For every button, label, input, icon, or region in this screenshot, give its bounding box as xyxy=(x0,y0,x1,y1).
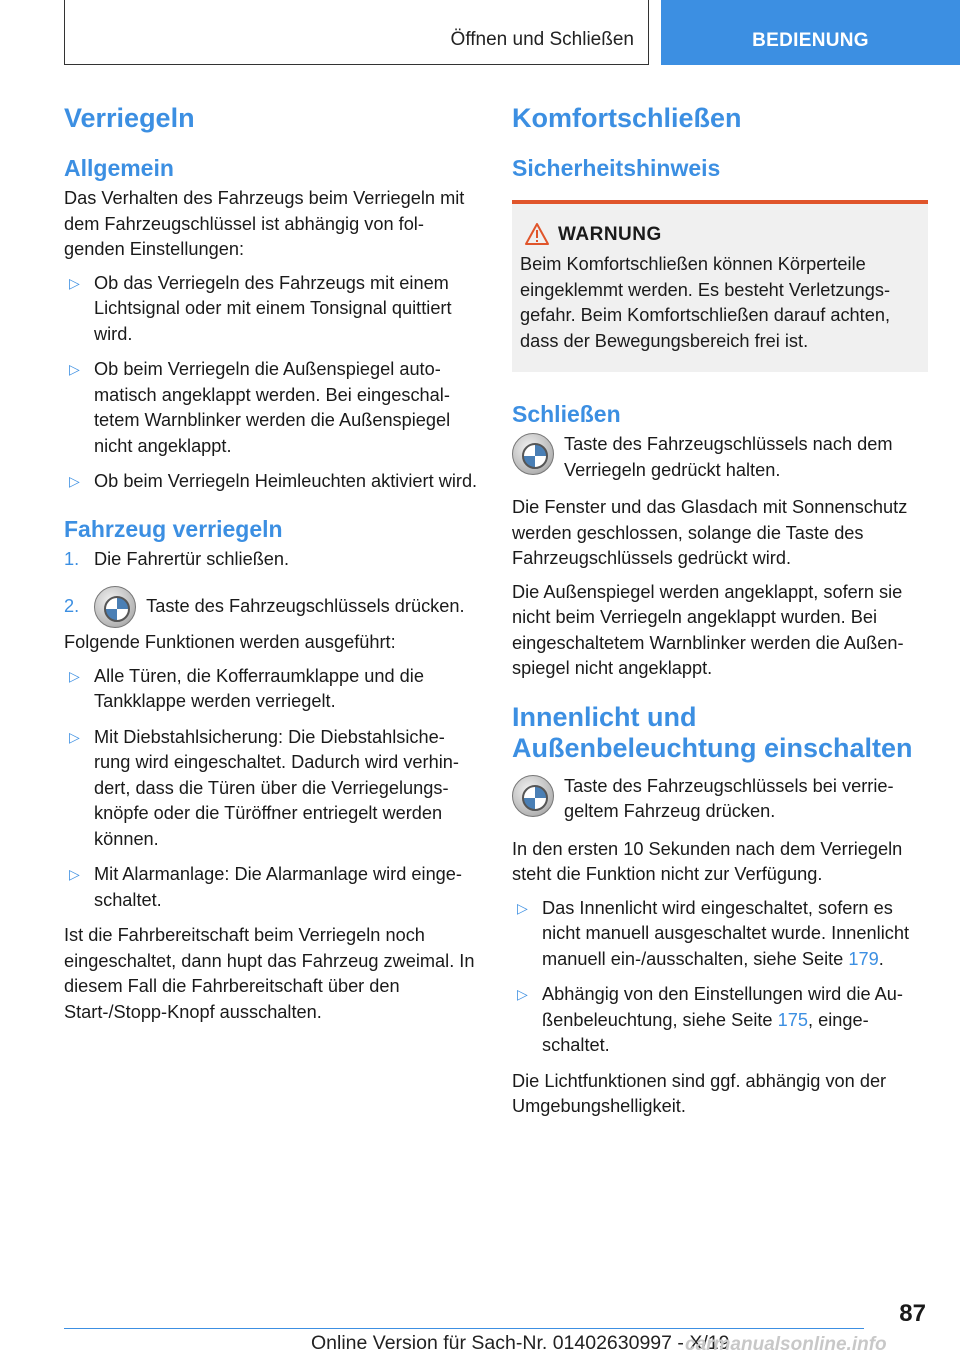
schliessen-key-row: Taste des Fahrzeugschlüssels nach dem Verriegeln gedrückt halten. xyxy=(512,432,928,483)
heading-fahrzeug-verriegeln: Fahrzeug verriegeln xyxy=(64,515,283,542)
page-number: 87 xyxy=(899,1300,926,1327)
footer-version: Online Version für Sach-Nr. 01402630997 - X/19 xyxy=(311,1332,730,1354)
innenlicht-key-row: Taste des Fahrzeugschlüssels bei verrie-geltem Fahrzeug drücken. xyxy=(512,774,928,825)
list-item: ▷ Ob beim Verriegeln Heimleuchten aktiviert wird. xyxy=(64,469,478,495)
page-link-175[interactable]: 175 xyxy=(777,1009,808,1030)
heading-komfortschliessen: Komfortschließen xyxy=(512,103,742,133)
header-chapter-tab xyxy=(661,0,960,65)
innenlicht-paragraph-2: Die Lichtfunktionen sind ggf. abhängig von der Umgebungshelligkeit. xyxy=(512,1070,887,1116)
bmw-key-icon xyxy=(512,433,554,475)
warning-box xyxy=(512,200,928,372)
triangle-right-icon: ▷ xyxy=(69,866,80,883)
heading-schliessen: Schließen xyxy=(512,401,621,427)
footer-divider xyxy=(64,1328,864,1329)
step-item: 2. Taste des Fahrzeugschlüssels drücken. xyxy=(64,584,478,628)
list-item: ▷ Mit Diebstahlsicherung: Die Diebstahlsiche-rung wird eingeschaltet. Dadurch wird verhin-dert, dass die Türen über die Verriegelungs-knöpfe oder die Türöffner entriegelt werden können. xyxy=(69,726,459,849)
bmw-key-icon xyxy=(512,775,554,817)
list-item: ▷ Ob das Verriegeln des Fahrzeugs mit einem Lichtsignal oder mit einem Tonsignal quittiert wird. xyxy=(69,272,452,344)
triangle-right-icon: ▷ xyxy=(69,728,80,745)
list-item: ▷ Das Innenlicht wird eingeschaltet, sofern es nicht manuell ausgeschaltet wurde. Innenlicht manuell ein-/ausschalten, siehe Seite 179. xyxy=(517,897,910,969)
heading-allgemein: Allgemein xyxy=(64,155,174,181)
list-item: ▷ Alle Türen, die Kofferraumklappe und die Tankklappe werden verriegelt. xyxy=(69,665,424,712)
warning-text: Beim Komfortschließen können Körperteile eingeklemmt werden. Es besteht Verletzungs-gefahr. Beim Komfortschließen darauf achten, dass der Bewegungsbereich frei ist. xyxy=(520,254,891,351)
following-functions: Folgende Funktionen werden ausgeführt: xyxy=(64,632,396,653)
schliessen-paragraph-1: Die Fenster und das Glasdach mit Sonnenschutz werden geschlossen, solange die Taste des Fahrzeugschlüssels gedrückt wird. xyxy=(512,497,908,568)
heading-sicherheitshinweis: Sicherheitshinweis xyxy=(512,155,721,181)
triangle-right-icon: ▷ xyxy=(69,473,80,489)
innenlicht-list xyxy=(512,896,928,1059)
heading-verriegeln: Verriegeln xyxy=(64,103,195,133)
warning-triangle-icon xyxy=(524,222,550,252)
footer-watermark: carmanualsonline.info xyxy=(685,1334,887,1355)
triangle-right-icon: ▷ xyxy=(69,274,80,291)
warning-title: WARNUNG xyxy=(520,224,920,246)
list-item: ▷ Abhängig von den Einstellungen wird die Au-ßenbeleuchtung, siehe Seite 175, einge-schaltet. xyxy=(517,984,903,1055)
page-link-179[interactable]: 179 xyxy=(848,948,879,969)
triangle-right-icon: ▷ xyxy=(69,667,80,684)
verriegeln-list xyxy=(64,664,478,914)
left-column xyxy=(64,100,478,1025)
innenlicht-paragraph-1: In den ersten 10 Sekunden nach dem Verriegeln steht die Funktion nicht zur Verfügung. xyxy=(512,838,903,884)
triangle-right-icon: ▷ xyxy=(517,986,528,1002)
verriegeln-steps xyxy=(64,547,478,629)
allgemein-list xyxy=(64,271,478,495)
list-item: ▷ Ob beim Verriegeln die Außenspiegel auto-matisch angeklappt werden. Bei eingeschal-tetem Warnblinker werden die Außenspiegel nicht angeklappt. xyxy=(69,359,451,456)
header-chapter-title: BEDIENUNG xyxy=(752,30,869,51)
fahrbereitschaft-note: Ist die Fahrbereitschaft beim Verriegeln noch eingeschaltet, dann hupt das Fahrzeug zweimal. In diesem Fall die Fahrbereitschaft über den Start-/Stopp-Knopf ausschalten. xyxy=(64,925,475,1022)
bmw-key-icon xyxy=(94,586,136,628)
allgemein-intro: Das Verhalten des Fahrzeugs beim Verriegeln mit dem Fahrzeugschlüssel ist abhängig von fol-genden Einstellungen: xyxy=(64,188,465,259)
header-section-box xyxy=(64,0,649,65)
list-item: ▷ Mit Alarmanlage: Die Alarmanlage wird einge-schaltet. xyxy=(69,864,462,910)
triangle-right-icon: ▷ xyxy=(69,361,80,377)
schliessen-paragraph-2: Die Außenspiegel werden angeklappt, sofern sie nicht beim Verriegeln angeklappt wurden. Bei eingeschaltetem Warnblinker werden die Außen-spiegel nicht angeklappt. xyxy=(512,581,904,678)
heading-innenlicht: Innenlicht und Außenbeleuchtung einschalten xyxy=(512,701,913,763)
step-item: 1. Die Fahrertür schließen. xyxy=(64,548,290,569)
triangle-right-icon: ▷ xyxy=(517,899,528,916)
header-section-title: Öffnen und Schließen xyxy=(450,29,634,50)
right-column xyxy=(512,100,928,1120)
